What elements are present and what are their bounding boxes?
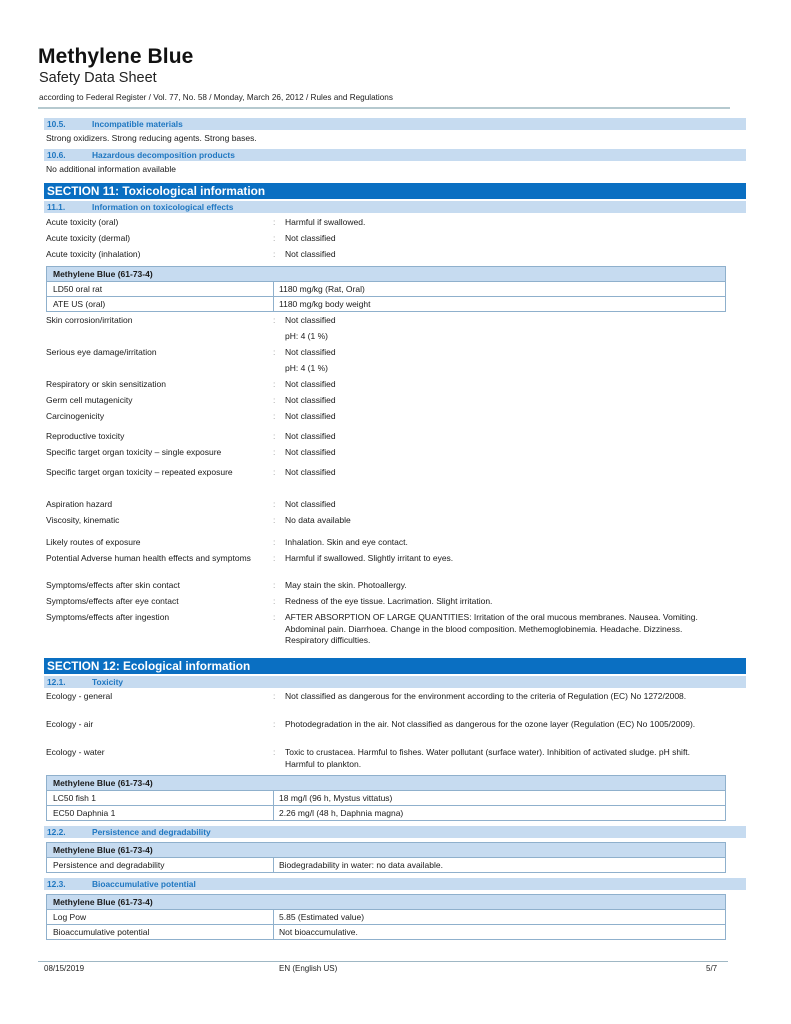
property-value: No data available — [285, 515, 351, 525]
header-divider — [38, 107, 730, 109]
kv-row — [44, 315, 746, 331]
property-label: Aspiration hazard — [46, 499, 113, 509]
subsection-12-2-header — [44, 826, 746, 838]
kv-row — [44, 331, 746, 347]
property-label: Skin corrosion/irritation — [46, 315, 133, 325]
subsection-12-3-header — [44, 878, 746, 890]
property-label: Symptoms/effects after ingestion — [46, 612, 170, 622]
property-value: Not classified — [285, 347, 336, 357]
property-value: Not classified — [285, 411, 336, 421]
property-label: Respiratory or skin sensitization — [46, 379, 166, 389]
kv-row — [44, 379, 746, 395]
table-cell: 18 mg/l (96 h, Mystus vittatus) — [279, 793, 393, 803]
kv-row — [44, 217, 746, 233]
subsection-10-6-header — [44, 149, 746, 161]
property-value: Not classified — [285, 249, 336, 259]
property-label: Acute toxicity (inhalation) — [46, 249, 141, 259]
section-11-header: SECTION 11: Toxicological information — [44, 183, 746, 199]
subsection-number: 12.3. — [47, 879, 66, 889]
subsection-number: 12.1. — [47, 677, 66, 687]
table-cell: 2.26 mg/l (48 h, Daphnia magna) — [279, 808, 404, 818]
kv-row — [44, 233, 746, 249]
colon: : — [273, 249, 276, 259]
colon: : — [273, 612, 276, 622]
kv-row — [44, 691, 746, 719]
table-row — [47, 806, 725, 820]
colon: : — [273, 537, 276, 547]
kv-row — [44, 467, 746, 499]
kv-row — [44, 431, 746, 447]
subsection-12-1-header — [44, 676, 746, 688]
table-cell: Not bioaccumulative. — [279, 927, 358, 937]
property-value: Not classified — [285, 447, 336, 457]
table-row — [47, 282, 725, 297]
kv-row — [44, 411, 746, 431]
property-value: Not classified — [285, 379, 336, 389]
property-label: Acute toxicity (dermal) — [46, 233, 131, 243]
colon: : — [273, 447, 276, 457]
document-title: Methylene Blue — [38, 45, 194, 68]
kv-row — [44, 447, 746, 467]
subsection-title: Hazardous decomposition products — [92, 150, 235, 160]
kv-row — [44, 596, 746, 612]
property-value: Not classified as dangerous for the environment according to the criteria of Regulation (EC) No 1272/2008. — [285, 691, 687, 701]
footer-date: 08/15/2019 — [44, 964, 85, 973]
colon: : — [273, 217, 276, 227]
colon: : — [273, 347, 276, 357]
property-label: Reproductive toxicity — [46, 431, 125, 441]
table-cell: 1180 mg/kg body weight — [279, 299, 371, 309]
property-value: Harmful if swallowed. — [285, 217, 366, 227]
colon: : — [273, 499, 276, 509]
table-cell: LD50 oral rat — [47, 282, 274, 296]
colon: : — [273, 411, 276, 421]
table-header: Methylene Blue (61-73-4) — [47, 776, 725, 791]
colon: : — [273, 379, 276, 389]
property-label: Germ cell mutagenicity — [46, 395, 133, 405]
content — [44, 115, 746, 943]
footer-language: EN (English US) — [279, 964, 338, 973]
kv-row — [44, 515, 746, 537]
subsection-number: 10.5. — [47, 119, 66, 129]
colon: : — [273, 691, 276, 701]
subsection-10-5-header — [44, 118, 746, 130]
table-row — [47, 910, 725, 925]
property-label: Serious eye damage/irritation — [46, 347, 157, 357]
subsection-number: 11.1. — [47, 202, 66, 212]
eco-toxicity-table — [46, 775, 726, 821]
property-value: Not classified — [285, 233, 336, 243]
colon: : — [273, 747, 276, 757]
document-subtitle: Safety Data Sheet — [39, 70, 157, 86]
colon: : — [273, 596, 276, 606]
property-value: May stain the skin. Photoallergy. — [285, 580, 407, 590]
subsection-title: Incompatible materials — [92, 119, 183, 129]
colon: : — [273, 580, 276, 590]
table-cell: ATE US (oral) — [47, 297, 274, 311]
kv-row — [44, 612, 746, 656]
property-value: Not classified — [285, 395, 336, 405]
property-label: Ecology - water — [46, 747, 105, 757]
property-extra: pH: 4 (1 %) — [285, 331, 328, 341]
property-label: Specific target organ toxicity – repeated exposure — [46, 467, 233, 477]
kv-row — [44, 249, 746, 262]
kv-row — [44, 747, 746, 771]
table-header: Methylene Blue (61-73-4) — [47, 267, 725, 282]
property-label: Carcinogenicity — [46, 411, 105, 421]
colon: : — [273, 515, 276, 525]
table-cell: Bioaccumulative potential — [47, 925, 274, 939]
section-12-header: SECTION 12: Ecological information — [44, 658, 746, 674]
colon: : — [273, 467, 276, 477]
table-row — [47, 925, 725, 939]
property-extra: pH: 4 (1 %) — [285, 363, 328, 373]
property-label: Potential Adverse human health effects and symptoms — [46, 553, 251, 563]
table-cell: 5.85 (Estimated value) — [279, 912, 365, 922]
colon: : — [273, 395, 276, 405]
property-value: AFTER ABSORPTION OF LARGE QUANTITIES: Irritation of the oral mucous membranes. Nausea. Vomiting. Abdominal pain. Diarrhoea. Change in the blood composition. Methemoglobinemia. Headache. Dizziness. Respiratory difficulties. — [285, 612, 698, 645]
decomposition-products-text: No additional information available — [46, 164, 176, 174]
table-row — [47, 858, 725, 872]
property-label: Symptoms/effects after eye contact — [46, 596, 179, 606]
kv-row — [44, 719, 746, 747]
table-header: Methylene Blue (61-73-4) — [47, 895, 725, 910]
colon: : — [273, 553, 276, 563]
colon: : — [273, 719, 276, 729]
subsection-title: Toxicity — [92, 677, 124, 687]
property-value: Photodegradation in the air. Not classified as dangerous for the ozone layer (Regulation (EC) No 1005/2009). — [285, 719, 696, 729]
toxicity-table — [46, 266, 726, 312]
table-cell: Log Pow — [47, 910, 274, 924]
property-label: Ecology - general — [46, 691, 113, 701]
subsection-title: Bioaccumulative potential — [92, 879, 196, 889]
bioaccumulation-table — [46, 894, 726, 940]
table-cell: Persistence and degradability — [47, 858, 274, 872]
property-label: Viscosity, kinematic — [46, 515, 120, 525]
kv-row — [44, 580, 746, 596]
property-value: Toxic to crustacea. Harmful to fishes. Water pollutant (surface water). Inhibition of activated sludge. pH shift. Harmful to plankton. — [285, 747, 691, 769]
kv-row — [44, 537, 746, 553]
subsection-number: 12.2. — [47, 827, 66, 837]
table-header: Methylene Blue (61-73-4) — [47, 843, 725, 858]
property-label: Symptoms/effects after skin contact — [46, 580, 181, 590]
property-value: Not classified — [285, 315, 336, 325]
table-cell: 1180 mg/kg (Rat, Oral) — [279, 284, 365, 294]
kv-row — [44, 347, 746, 363]
property-value: Not classified — [285, 499, 336, 509]
table-row — [47, 297, 725, 311]
colon: : — [273, 431, 276, 441]
kv-row — [44, 395, 746, 411]
table-cell: Biodegradability in water: no data available. — [279, 860, 443, 870]
subsection-title: Persistence and degradability — [92, 827, 211, 837]
property-value: Redness of the eye tissue. Lacrimation. Slight irritation. — [285, 596, 493, 606]
colon: : — [273, 233, 276, 243]
subsection-number: 10.6. — [47, 150, 66, 160]
persistence-table — [46, 842, 726, 873]
property-value: Inhalation. Skin and eye contact. — [285, 537, 408, 547]
regulation-line: according to Federal Register / Vol. 77, No. 58 / Monday, March 26, 2012 / Rules and Regulations — [39, 93, 393, 102]
footer-page-number: 5/7 — [706, 964, 718, 973]
property-value: Not classified — [285, 467, 336, 477]
kv-row — [44, 553, 746, 580]
subsection-11-1-header — [44, 201, 746, 213]
property-label: Acute toxicity (oral) — [46, 217, 119, 227]
colon: : — [273, 315, 276, 325]
incompatible-materials-text: Strong oxidizers. Strong reducing agents. Strong bases. — [46, 133, 257, 143]
kv-row — [44, 363, 746, 379]
subsection-title: Information on toxicological effects — [92, 202, 234, 212]
property-label: Likely routes of exposure — [46, 537, 141, 547]
property-value: Harmful if swallowed. Slightly irritant to eyes. — [285, 553, 454, 563]
property-label: Ecology - air — [46, 719, 94, 729]
table-cell: EC50 Daphnia 1 — [47, 806, 274, 820]
kv-row — [44, 499, 746, 515]
property-label: Specific target organ toxicity – single exposure — [46, 447, 222, 457]
table-cell: LC50 fish 1 — [47, 791, 274, 805]
property-value: Not classified — [285, 431, 336, 441]
footer-divider — [38, 961, 728, 962]
table-row — [47, 791, 725, 806]
